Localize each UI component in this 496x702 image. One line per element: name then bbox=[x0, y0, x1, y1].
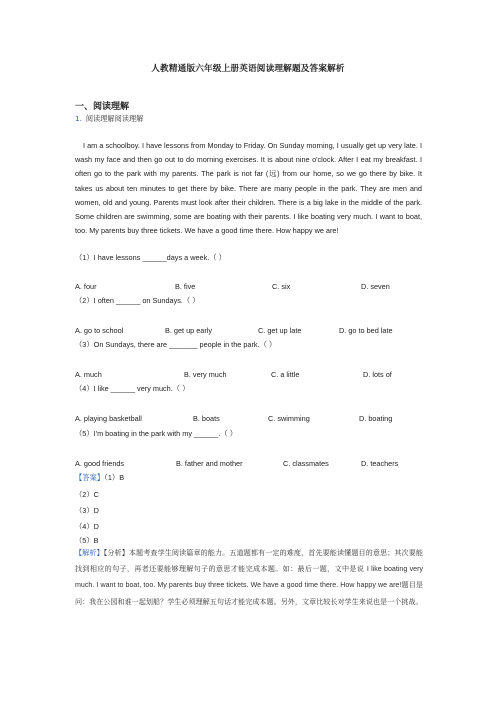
option-c: C. a little bbox=[271, 370, 300, 379]
answer-item-1: （1）B bbox=[104, 473, 125, 482]
answer-label: 【答案】 bbox=[75, 473, 105, 482]
option-b: B. five bbox=[175, 282, 196, 291]
option-a: A. much bbox=[75, 370, 102, 379]
option-a: A. good friends bbox=[75, 459, 125, 468]
sub-number: 1. bbox=[75, 114, 82, 123]
question-5-stem: （5）I'm boating in the park with my ______.（ ） bbox=[75, 429, 237, 438]
option-a: A. go to school bbox=[75, 326, 124, 335]
option-c: C. six bbox=[272, 282, 291, 291]
question-4-stem: （4）I like ______ very much.（ ） bbox=[75, 384, 190, 393]
question-1-stem: （1）I have lessons ______days a week.（ ） bbox=[75, 253, 226, 262]
analysis-text-2: 题目是问：我在公园和谁一起划船？学生必须理解五句话才能完成本题。另外，文章比较长对学生来说也是一个挑战。 bbox=[75, 580, 423, 606]
option-d: D. go to bed late bbox=[339, 326, 393, 335]
section-heading: 一、阅读理解 bbox=[75, 102, 130, 112]
option-d: D. boating bbox=[359, 414, 393, 423]
answer-line-1 bbox=[75, 473, 124, 483]
answer-item-4: （4）D bbox=[75, 522, 99, 531]
option-d: D. teachers bbox=[361, 459, 399, 468]
option-b: B. very much bbox=[184, 370, 227, 379]
option-d: D. seven bbox=[361, 282, 390, 291]
option-b: B. get up early bbox=[165, 326, 213, 335]
option-a: A. playing basketball bbox=[75, 414, 142, 423]
question-2-stem: （2）I often ______ on Sundays.（ ） bbox=[75, 296, 200, 305]
option-a: A. four bbox=[75, 282, 97, 291]
document-title: 人教精通版六年级上册英语阅读理解题及答案解析 bbox=[151, 64, 345, 74]
option-b: B. boats bbox=[193, 414, 220, 423]
option-c: C. swimming bbox=[268, 414, 310, 423]
option-b: B. father and mother bbox=[176, 459, 243, 468]
analysis-label: 【解析】 bbox=[75, 548, 104, 557]
option-c: C. classmates bbox=[283, 459, 329, 468]
question-3-stem: （3）On Sundays, there are _______ people in the park.（ ） bbox=[75, 340, 277, 349]
option-d: D. lots of bbox=[363, 370, 392, 379]
answer-item-3: （3）D bbox=[75, 506, 99, 515]
reading-passage: I am a schoolboy. I have lessons from Monday to Friday. On Sunday morning, I usually get up very late. I wash my face and then go out to do morning exercises. It is about nine o'clock. After I eat my breakfast. I often go to the park with my parents. The park is not far (远) from our home, so we go there by bike. It takes us about ten minutes to get there by bike. There are many people in the park. They are men and women, old and young. Parents must look after their children. There is a big lake in the middle of the park. Some children are swimming, some are boating with their parents. I like boating very much. I want to boat, too. My parents buy three tickets. We have a good time there. How happy we are! bbox=[75, 141, 422, 236]
analysis-block bbox=[75, 545, 423, 609]
analysis-text-1: 【分析】本题考查学生阅读篇章的能力。五道题都有一定的难度，首先要能读懂题目的意思；其次要能找到相应的句子，再者还要能够理解句子的意思才能完成本题。如：最后一题，文中是说 bbox=[75, 548, 424, 573]
option-c: C. get up late bbox=[258, 326, 302, 335]
sub-heading bbox=[75, 114, 143, 124]
answer-item-2: （2）C bbox=[75, 490, 99, 499]
answer-item-5: （5）B bbox=[75, 536, 99, 545]
sub-heading-text: 阅读理解阅读理解 bbox=[85, 114, 144, 123]
analysis-quote: I like boating very much. I want to boat, too. My parents buy three tickets. We have a good time there. How happy we are! bbox=[75, 564, 423, 590]
